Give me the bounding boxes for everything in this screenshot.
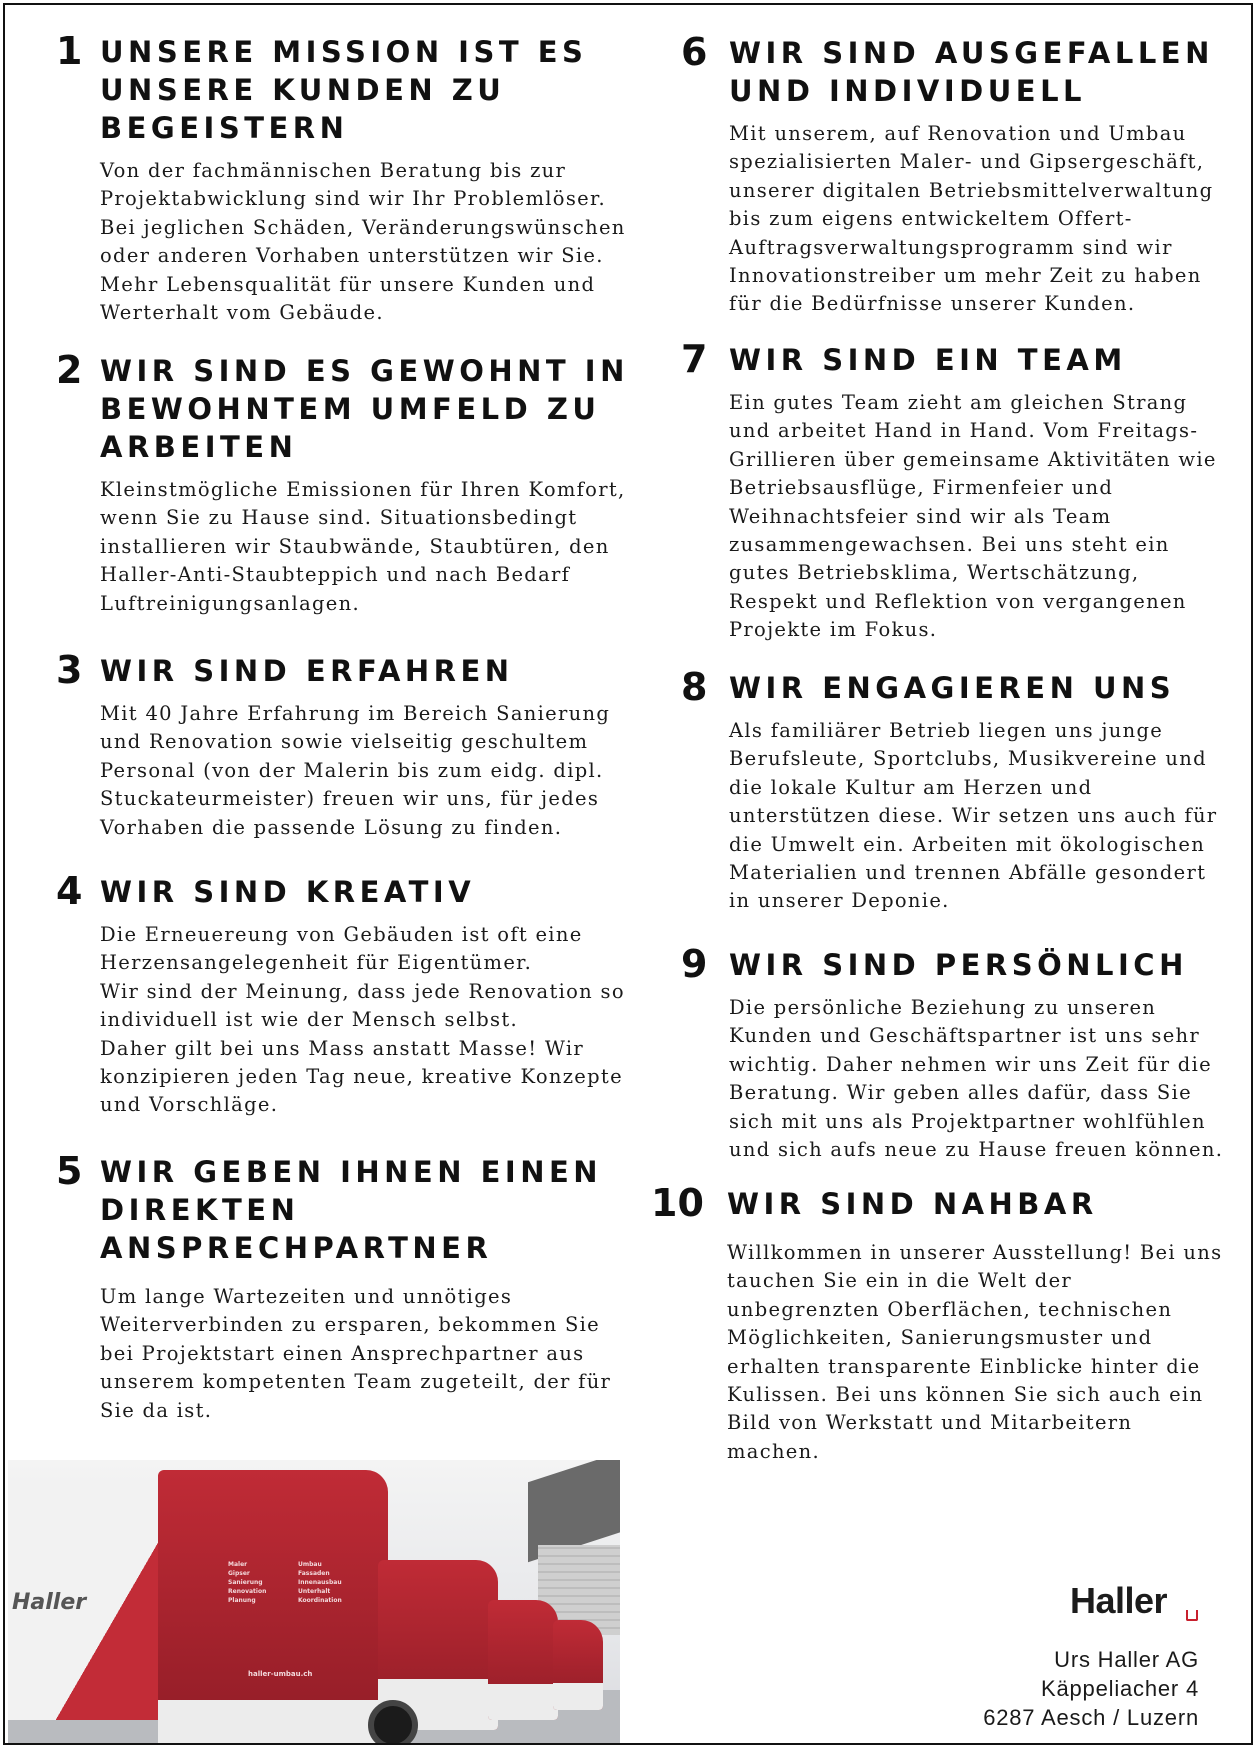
company-logo: Haller: [1070, 1580, 1168, 1621]
van-wheel: [368, 1700, 418, 1743]
van-services-left: Maler Gipser Sanierung Renovation Planung: [228, 1561, 267, 1604]
section-title: WIR ENGAGIEREN UNS: [729, 671, 1176, 705]
section-7: [681, 337, 1229, 645]
company-city: 6287 Aesch / Luzern: [983, 1705, 1199, 1730]
section-8: [681, 665, 1229, 916]
section-title: WIR SIND NAHBAR: [727, 1187, 1098, 1221]
section-number: 3: [56, 648, 83, 692]
section-number: 7: [681, 337, 708, 381]
van-front: [158, 1470, 388, 1743]
company-address: [983, 1645, 1199, 1732]
section-text: Die persönliche Beziehung zu unseren Kunden und Geschäftspartner ist uns sehr wichtig. Daher nehmen wir uns Zeit für die Beratung. Wir geben alles dafür, dass Sie sich mit uns als Projektpartner wohlfühlen und sich aufs neue zu Hause freuen können.: [729, 996, 1224, 1162]
section-title: UNSERE MISSION IST ES UNSERE KUNDEN ZU BEGEISTERN: [100, 35, 588, 145]
section-text: Von der fachmännischen Beratung bis zur Projektabwicklung sind wir Ihr Problemlöser. Bei jeglichen Schäden, Veränderungswünschen oder anderen Vorhaben unterstützen wir Sie. Mehr Lebensqualität für unsere Kunden und Werterhalt vom Gebäude.: [100, 159, 626, 325]
section-text: Um lange Wartezeiten und unnötiges Weiterverbinden zu ersparen, bekommen Sie bei Projektstart einen Ansprechpartner aus unserem kompetenten Team zugeteilt, der für Sie da ist.: [100, 1285, 612, 1422]
section-text: Ein gutes Team zieht am gleichen Strang und arbeitet Hand in Hand. Vom Freitags-Grillieren über gemeinsame Aktivitäten wie Betriebsausflüge, Firmenfeier und Weihnachtsfeier sind wir als Team zusammengewachsen. Bei uns steht ein gutes Betriebsklima, Wertschätzung, Respekt und Reflektion von vergangenen Projekte im Fokus.: [729, 391, 1217, 642]
section-title: WIR SIND ES GEWOHNT IN BEWOHNTEM UMFELD ZU ARBEITEN: [100, 354, 629, 464]
section-text: Die Erneuereung von Gebäuden ist oft eine Herzensangelegenheit für Eigentümer. Wir sind der Meinung, dass jede Renovation so individuell ist wie der Mensch selbst. Daher gilt bei uns Mass anstatt Masse! Wir konzipieren jeden Tag neue, kreative Konzepte und Vorschläge.: [100, 923, 625, 1117]
section-title: WIR SIND AUSGEFALLEN UND INDIVIDUELL: [729, 36, 1214, 108]
section-10: [651, 1181, 1227, 1466]
section-number: 1: [56, 29, 83, 73]
van-url: haller-umbau.ch: [248, 1670, 313, 1678]
vans-photo: [8, 1460, 620, 1743]
section-text: Als familiärer Betrieb liegen uns junge Berufsleute, Sportclubs, Musikvereine und die lokale Kultur am Herzen und unterstützen diese. Wir setzen uns auch für die Umwelt ein. Arbeiten mit ökologischen Materialien und trennen Abfälle gesondert in unserer Deponie.: [729, 719, 1218, 913]
section-9: [681, 942, 1229, 1164]
section-number: 10: [651, 1181, 704, 1225]
company-street: Käppeliacher 4: [1041, 1676, 1199, 1701]
van-4: [553, 1620, 603, 1710]
section-title: WIR SIND ERFAHREN: [100, 654, 514, 688]
section-number: 9: [681, 942, 708, 986]
company-name: Urs Haller AG: [1054, 1647, 1199, 1672]
section-text: Willkommen in unserer Ausstellung! Bei uns tauchen Sie ein in die Welt der unbegrenzten Oberflächen, technischen Möglichkeiten, Sanierungsmuster und erhalten transparente Einblicke hinter die Kulissen. Bei uns können Sie sich auch ein Bild von Werkstatt und Mitarbeitern machen.: [727, 1241, 1223, 1463]
section-3: [56, 648, 640, 842]
section-2: [56, 348, 640, 618]
section-number: 8: [681, 665, 708, 709]
section-number: 4: [56, 869, 83, 913]
logo-mark-icon: [1186, 1610, 1198, 1621]
section-text: Kleinstmögliche Emissionen für Ihren Komfort, wenn Sie zu Hause sind. Situationsbedingt installieren wir Staubwände, Staubtüren, den Haller-Anti-Staubteppich und nach Bedarf Luftreinigungsanlagen.: [100, 478, 626, 615]
van-side-logo: Haller: [12, 1590, 87, 1615]
section-1: [56, 29, 640, 327]
section-number: 6: [681, 30, 708, 74]
section-5: [56, 1149, 640, 1425]
section-number: 2: [56, 348, 83, 392]
section-title: WIR SIND EIN TEAM: [729, 343, 1127, 377]
section-text: Mit unserem, auf Renovation und Umbau spezialisierten Maler- und Gipsergeschäft, unserer digitalen Betriebsmittelverwaltung bis zum eigens entwickeltem Offert-Auftragsverwaltungsprogramm sind wir Innovationstreiber um mehr Zeit zu haben für die Bedürfnisse unserer Kunden.: [729, 122, 1214, 316]
section-4: [56, 869, 640, 1120]
section-title: WIR SIND KREATIV: [100, 875, 476, 909]
section-6: [681, 30, 1229, 319]
section-title: WIR SIND PERSÖNLICH: [729, 948, 1188, 982]
van-3: [488, 1600, 558, 1720]
section-text: Mit 40 Jahre Erfahrung im Bereich Sanierung und Renovation sowie vielseitig geschultem Personal (von der Malerin bis zum eidg. dipl. Stuckateurmeister) freuen wir uns, für jedes Vorhaben die passende Lösung zu finden.: [100, 702, 611, 839]
section-number: 5: [56, 1149, 83, 1193]
section-title: WIR GEBEN IHNEN EINEN DIREKTEN ANSPRECHPARTNER: [100, 1155, 603, 1265]
van-services-right: Umbau Fassaden Innenausbau Unterhalt Koordination: [298, 1561, 342, 1604]
